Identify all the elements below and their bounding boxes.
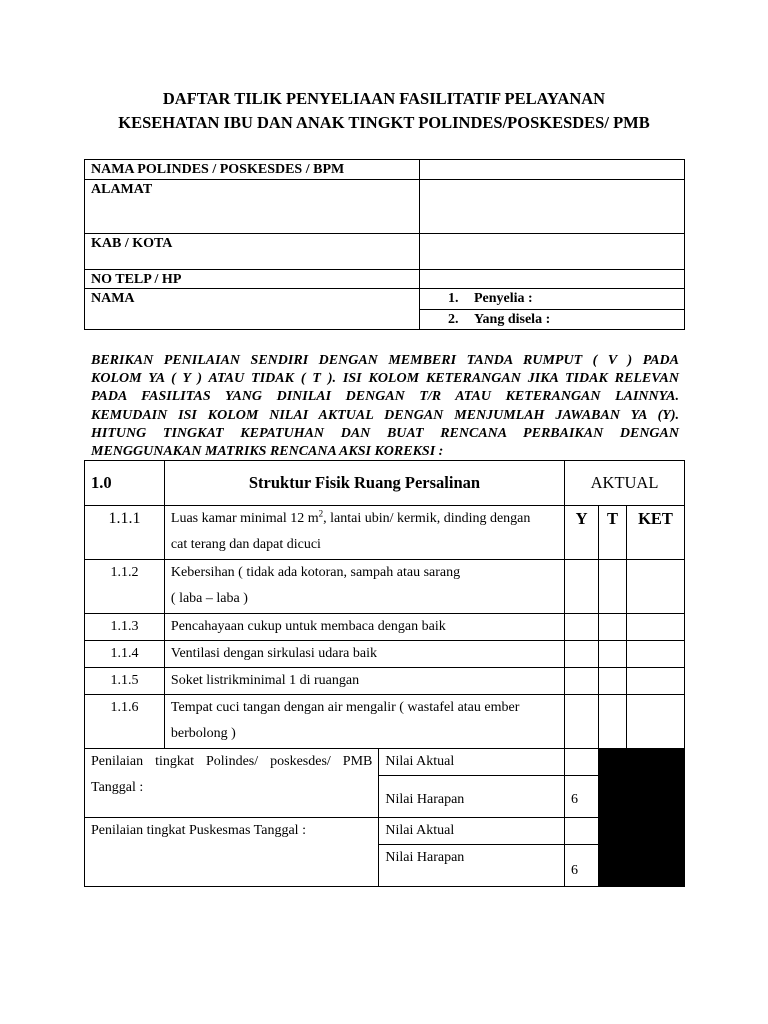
label-nama: NAMA (85, 289, 420, 330)
cell-t[interactable] (599, 560, 627, 614)
penilaian-polindes-label (85, 749, 379, 818)
section-code: 1.0 (85, 461, 165, 506)
field-alamat[interactable] (420, 180, 685, 234)
instruction-line: MENGGUNAKAN MATRIKS RENCANA AKSI KOREKSI : (91, 444, 444, 460)
item-description (164, 560, 564, 614)
instruction-line: PADA FASILITAS YANG DINILAI DENGAN T/R ATAU KETERANGAN LAINNYA. (91, 389, 679, 405)
label-nama-fasilitas: NAMA POLINDES / POSKESDES / BPM (85, 160, 420, 180)
cell-ket[interactable] (627, 614, 685, 641)
document-title-line-1: DAFTAR TILIK PENYELIAAN FASILITATIF PELAYANAN (162, 89, 606, 108)
nilai-harapan-label: Nilai Harapan (379, 845, 565, 887)
field-no-telp[interactable] (420, 270, 685, 289)
disela-number: 2. (448, 312, 459, 327)
instruction-line: KOLOM YA ( Y ) ATAU TIDAK ( T ). ISI KOLOM KETERANGAN JIKA TIDAK RELEVAN (91, 371, 679, 387)
cell-t[interactable] (599, 641, 627, 668)
cell-y[interactable] (565, 560, 599, 614)
cell-y[interactable] (565, 695, 599, 749)
penyelia-label: Penyelia : (474, 291, 533, 306)
item-code: 1.1.5 (85, 668, 165, 695)
item-description: Ventilasi dengan sirkulasi udara baik (164, 641, 564, 668)
item-description (164, 506, 564, 560)
item-text: , lantai ubin/ kermik, dinding dengan (323, 511, 531, 526)
nilai-aktual-value[interactable] (565, 818, 599, 845)
document-title-line-2: KESEHATAN IBU DAN ANAK TINGKT POLINDES/POSKESDES/ PMB (118, 113, 650, 132)
item-text-line-2: berbolong ) (170, 726, 236, 741)
nilai-harapan-value: 6 (565, 845, 599, 887)
checklist-table (84, 460, 685, 887)
field-kab-kota[interactable] (420, 234, 685, 270)
item-text: Tempat cuci tangan dengan air mengalir ( wastafel atau ember (170, 700, 520, 715)
item-superscript: 2 (318, 508, 324, 519)
field-nama-fasilitas[interactable] (420, 160, 685, 180)
cell-t[interactable] (599, 668, 627, 695)
item-text: Kebersihan ( tidak ada kotoran, sampah atau sarang (170, 565, 461, 580)
label-no-telp: NO TELP / HP (85, 270, 420, 289)
label-alamat: ALAMAT (85, 180, 420, 234)
cell-ket[interactable] (627, 668, 685, 695)
instruction-line: KEMUDAIN ISI KOLOM NILAI AKTUAL DENGAN MENJUMLAH JAWABAN YA (Y). (91, 407, 679, 423)
item-code: 1.1.6 (85, 695, 165, 749)
item-text-line-2: ( laba – laba ) (170, 591, 248, 606)
penyelia-number: 1. (448, 291, 459, 306)
item-description: Pencahayaan cukup untuk membaca dengan baik (164, 614, 564, 641)
aktual-header: AKTUAL (565, 461, 685, 506)
nilai-harapan-label: Nilai Harapan (379, 776, 565, 818)
nilai-aktual-value[interactable] (565, 749, 599, 776)
item-code: 1.1.2 (85, 560, 165, 614)
instructions-paragraph (91, 352, 679, 461)
nilai-harapan-value: 6 (565, 776, 599, 818)
item-text: Luas kamar minimal 12 m (170, 511, 319, 526)
cell-ket[interactable] (627, 560, 685, 614)
identity-table (84, 159, 685, 330)
nilai-aktual-label: Nilai Aktual (379, 749, 565, 776)
cell-ket[interactable] (627, 695, 685, 749)
cell-ket[interactable] (627, 641, 685, 668)
field-penyelia[interactable] (420, 289, 685, 310)
penilaian-polindes-line-2: Tanggal : (91, 780, 144, 795)
item-description: Soket listrikminimal 1 di ruangan (164, 668, 564, 695)
cell-y[interactable] (565, 668, 599, 695)
field-yang-disela[interactable] (420, 310, 685, 330)
penilaian-polindes-line-1: Penilaian tingkat Polindes/ poskesdes/ PMB (91, 754, 373, 769)
penilaian-puskesmas-label: Penilaian tingkat Puskesmas Tanggal : (85, 818, 379, 887)
col-t-header: T (599, 506, 627, 560)
cell-y[interactable] (565, 641, 599, 668)
cell-t[interactable] (599, 614, 627, 641)
section-title: Struktur Fisik Ruang Persalinan (164, 461, 564, 506)
col-y-header: Y (565, 506, 599, 560)
item-code: 1.1.1 (85, 506, 165, 560)
nilai-aktual-label: Nilai Aktual (379, 818, 565, 845)
item-text-line-2: cat terang dan dapat dicuci (170, 537, 321, 552)
disela-label: Yang disela : (474, 312, 551, 327)
instruction-line: HITUNG TINGKAT KEPATUHAN DAN BUAT RENCANA PERBAIKAN DENGAN (91, 425, 679, 441)
item-code: 1.1.3 (85, 614, 165, 641)
instruction-line: BERIKAN PENILAIAN SENDIRI DENGAN MEMBERI TANDA RUMPUT ( V ) PADA (91, 353, 679, 368)
item-code: 1.1.4 (85, 641, 165, 668)
cell-t[interactable] (599, 695, 627, 749)
item-description (164, 695, 564, 749)
col-ket-header: KET (627, 506, 685, 560)
label-kab-kota: KAB / KOTA (85, 234, 420, 270)
shaded-block (599, 749, 685, 887)
cell-y[interactable] (565, 614, 599, 641)
